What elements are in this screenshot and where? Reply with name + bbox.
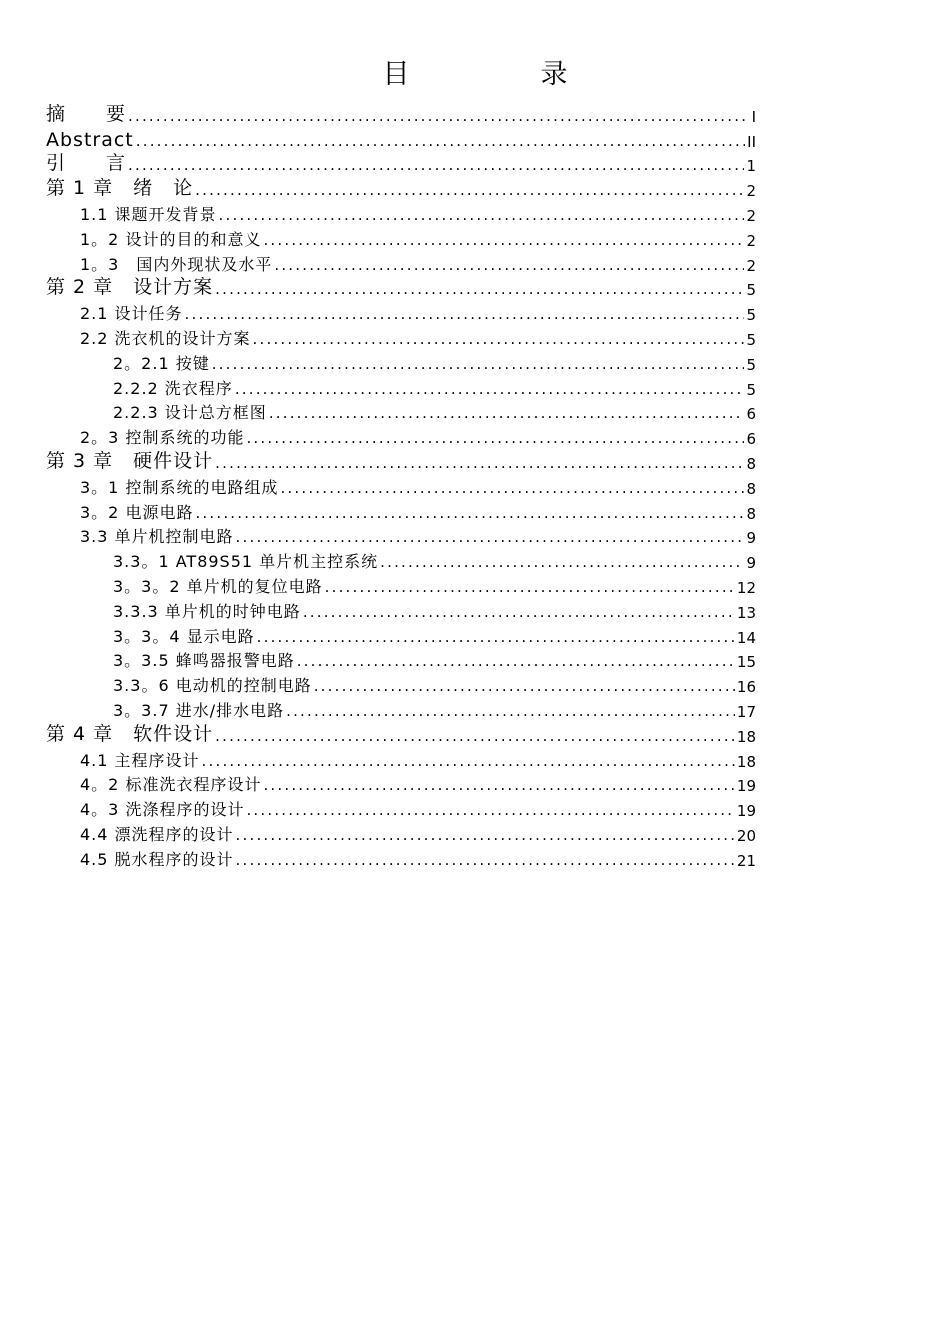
- toc-entry-title: 3。3。4 显示电路: [113, 626, 255, 646]
- toc-dot-leader: [246, 431, 744, 448]
- toc-entry[interactable]: [46, 795, 756, 820]
- toc-entry[interactable]: [46, 523, 756, 548]
- toc-entry-title: 1。3 国内外现状及水平: [80, 254, 273, 274]
- toc-page-number: 8: [746, 479, 756, 498]
- toc-page-number: 15: [736, 653, 756, 672]
- toc-entry[interactable]: [46, 250, 756, 275]
- toc-entry[interactable]: [46, 151, 756, 176]
- toc-entry-title: 第 1 章 绪 论: [46, 177, 194, 200]
- toc-dot-leader: [263, 778, 734, 795]
- toc-entry-title: 引 言: [46, 152, 127, 175]
- toc-entry-title: 摘 要: [46, 102, 127, 125]
- toc-entry[interactable]: [46, 721, 756, 746]
- toc-dot-leader: [215, 282, 744, 299]
- toc-page-number: 5: [746, 330, 756, 349]
- toc-entry-title: 4.1 主程序设计: [80, 750, 200, 770]
- toc-entry-title: 3。1 控制系统的电路组成: [80, 477, 279, 497]
- toc-page-number: 21: [736, 851, 756, 870]
- toc-entry[interactable]: [46, 597, 756, 622]
- toc-dot-leader: [219, 208, 745, 225]
- toc-entry-title: 3。2 电源电路: [80, 502, 194, 522]
- toc-entry-title: Abstract: [46, 128, 134, 151]
- toc-page-number: 19: [736, 802, 756, 821]
- toc-dot-leader: [246, 803, 734, 820]
- toc-page-number: 5: [746, 380, 756, 399]
- toc-entry-title: 4.4 漂洗程序的设计: [80, 824, 234, 844]
- toc-entry-title: 3.3.3 单片机的时钟电路: [113, 601, 301, 621]
- toc-dot-leader: [280, 481, 744, 498]
- toc-page-number: 8: [746, 504, 756, 523]
- toc-entry[interactable]: [46, 374, 756, 399]
- toc-page-number: I: [751, 107, 756, 126]
- toc-entry[interactable]: [46, 399, 756, 424]
- toc-entry[interactable]: [46, 349, 756, 374]
- toc-page-number: 6: [746, 405, 756, 424]
- toc-entry-title: 第 2 章 设计方案: [46, 276, 214, 299]
- toc-entry-title: 3。3.7 进水/排水电路: [113, 700, 285, 720]
- toc-page-number: 2: [746, 182, 756, 201]
- toc-entry[interactable]: [46, 225, 756, 250]
- toc-page-number: 5: [746, 355, 756, 374]
- toc-dot-leader: [202, 754, 735, 771]
- toc-entry[interactable]: [46, 572, 756, 597]
- toc-entry[interactable]: [46, 746, 756, 771]
- toc-dot-leader: [286, 704, 735, 721]
- toc-page-number: 18: [736, 727, 756, 746]
- toc-page-number: 12: [736, 578, 756, 597]
- toc-dot-leader: [325, 580, 735, 597]
- toc-entry-title: 第 3 章 硬件设计: [46, 449, 214, 472]
- toc-page-number: 1: [746, 157, 756, 176]
- toc-dot-leader: [195, 183, 744, 200]
- toc-page-number: 14: [736, 628, 756, 647]
- toc-page-number: 9: [746, 554, 756, 573]
- toc-page-number: 2: [746, 256, 756, 275]
- toc-page-number: 13: [736, 603, 756, 622]
- toc-entry[interactable]: [46, 324, 756, 349]
- toc-entry-title: 4.5 脱水程序的设计: [80, 849, 234, 869]
- toc-page-number: 2: [746, 206, 756, 225]
- toc-entry[interactable]: [46, 126, 756, 151]
- toc-dot-leader: [185, 307, 745, 324]
- page-title: 目 录: [382, 59, 620, 90]
- toc-dot-leader: [297, 654, 735, 671]
- toc-entry-title: 2.2.2 洗衣程序: [113, 378, 233, 398]
- toc-entry[interactable]: [46, 498, 756, 523]
- toc-entry-title: 3.3。6 电动机的控制电路: [113, 676, 312, 696]
- toc-entry-title: 2。2.1 按键: [113, 353, 210, 373]
- toc-entry-title: 4。2 标准洗衣程序设计: [80, 775, 262, 795]
- toc-dot-leader: [380, 555, 744, 572]
- toc-dot-leader: [257, 630, 735, 647]
- toc-dot-leader: [263, 233, 744, 250]
- toc-dot-leader: [236, 530, 745, 547]
- toc-entry[interactable]: [46, 771, 756, 796]
- toc-page-number: 16: [736, 678, 756, 697]
- toc-entry[interactable]: [46, 275, 756, 300]
- toc-entry[interactable]: [46, 696, 756, 721]
- toc-dot-leader: [269, 406, 745, 423]
- toc-entry-title: 3.3 单片机控制电路: [80, 527, 234, 547]
- toc-page-number: 5: [746, 306, 756, 325]
- toc-entry[interactable]: [46, 622, 756, 647]
- toc-dot-leader: [212, 357, 745, 374]
- toc-dot-leader: [215, 729, 735, 746]
- toc-entry-title: 1.1 课题开发背景: [80, 204, 217, 224]
- toc-entry[interactable]: [46, 299, 756, 324]
- toc-dot-leader: [128, 109, 746, 126]
- toc-dot-leader: [303, 605, 735, 622]
- toc-page-number: 2: [746, 231, 756, 250]
- toc-dot-leader: [236, 853, 735, 870]
- toc-entry-title: 4。3 洗涤程序的设计: [80, 800, 245, 820]
- toc-page-number: 19: [736, 777, 756, 796]
- toc-entry-title: 3。3.5 蜂鸣器报警电路: [113, 651, 295, 671]
- toc-page-number: 5: [746, 281, 756, 300]
- toc-page-number: 9: [746, 529, 756, 548]
- toc-entry-title: 第 4 章 软件设计: [46, 722, 214, 745]
- toc-entry-title: 2.2 洗衣机的设计方案: [80, 328, 251, 348]
- toc-entry[interactable]: [46, 175, 756, 200]
- toc-entry[interactable]: [46, 845, 756, 870]
- toc-page-number: 8: [746, 454, 756, 473]
- toc-entry-title: 3.3。1 AT89S51 单片机主控系统: [113, 552, 379, 572]
- toc-entry-title: 3。3。2 单片机的复位电路: [113, 576, 323, 596]
- toc-dot-leader: [136, 134, 745, 151]
- toc-entry-title: 2.1 设计任务: [80, 304, 183, 324]
- toc-entry[interactable]: [46, 448, 756, 473]
- toc-entry[interactable]: [46, 200, 756, 225]
- table-of-contents: [46, 101, 756, 870]
- toc-entry-title: 2.2.3 设计总方框图: [113, 403, 267, 423]
- toc-entry[interactable]: [46, 423, 756, 448]
- toc-entry[interactable]: [46, 647, 756, 672]
- toc-entry[interactable]: [46, 671, 756, 696]
- toc-entry-title: 1。2 设计的目的和意义: [80, 229, 262, 249]
- toc-dot-leader: [195, 506, 744, 523]
- toc-dot-leader: [314, 679, 735, 696]
- toc-page-number: 20: [736, 826, 756, 845]
- toc-dot-leader: [236, 828, 735, 845]
- toc-entry[interactable]: [46, 473, 756, 498]
- toc-page-number: 17: [736, 702, 756, 721]
- toc-entry-title: 2。3 控制系统的功能: [80, 428, 245, 448]
- toc-dot-leader: [253, 332, 745, 349]
- toc-dot-leader: [274, 258, 744, 275]
- toc-dot-leader: [235, 382, 745, 399]
- toc-entry[interactable]: [46, 101, 756, 126]
- toc-entry[interactable]: [46, 547, 756, 572]
- toc-dot-leader: [128, 158, 744, 175]
- toc-page-number: 6: [746, 430, 756, 449]
- toc-entry[interactable]: [46, 820, 756, 845]
- toc-page-number: 18: [736, 752, 756, 771]
- toc-dot-leader: [215, 456, 744, 473]
- toc-page-number: II: [747, 132, 756, 151]
